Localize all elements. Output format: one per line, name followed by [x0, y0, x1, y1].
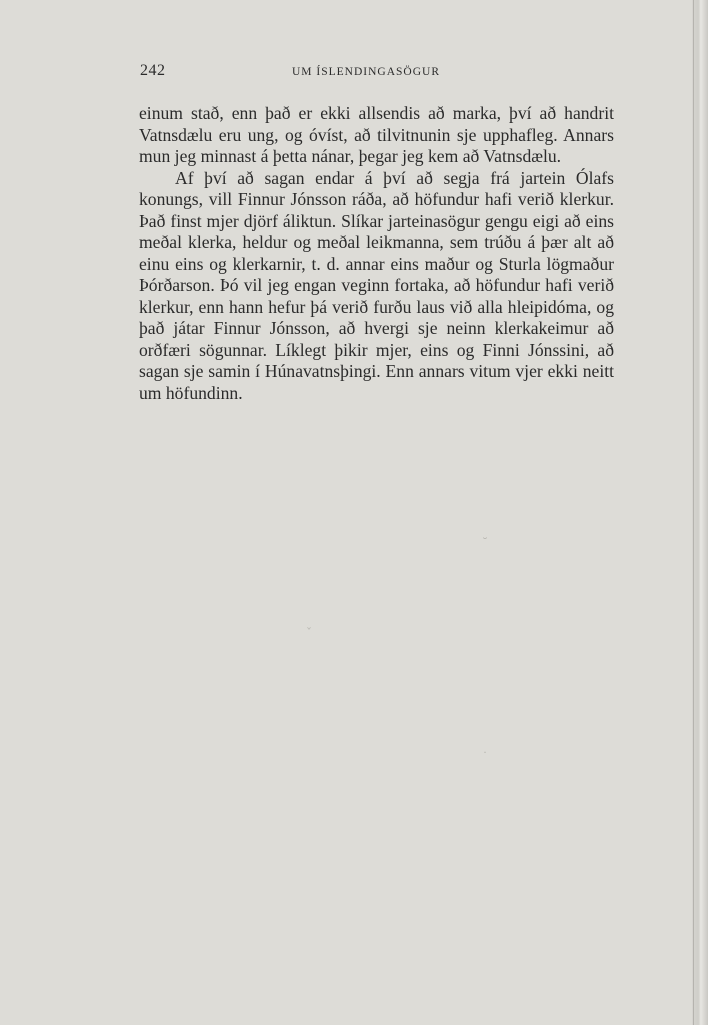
paper-speck: ˇ [306, 626, 312, 640]
paper-speck: ˘ [482, 536, 488, 550]
page-fold-line [693, 0, 694, 1025]
running-head: UM ÍSLENDINGASÖGUR [292, 66, 441, 78]
body-text [139, 103, 614, 404]
page-edge [692, 0, 708, 1025]
page-header [140, 62, 614, 86]
page-number: 242 [140, 62, 166, 79]
paragraph-continuation: einum stað, enn það er ekki allsendis að marka, því að handrit Vatnsdælu eru ung, og óvíst, að tilvitnunin sje upphafleg. Annars mun jeg minnast á þetta nánar, þegar jeg kem að Vatnsdælu. [139, 103, 614, 166]
paragraph: Af því að sagan endar á því að segja frá jartein Ólafs konungs, vill Finnur Jónsson ráða, að höfundur hafi verið klerkur. Það finst mjer djörf áliktun. Slíkar jarteinasögur gengu eigi að eins meðal klerka, heldur og meðal leikmanna, sem trúðu á þær alt að einu eins og klerkarnir, t. d. annar eins maður og Sturla lögmaður Þórðarson. Þó vil jeg engan veginn fortaka, að höfundur hafi verið klerkur, enn hann hefur þá verið furðu laus við alla hleipidóma, og það játar Finnur Jónsson, að hvergi sje neinn klerkakeimur að orðfæri sögunnar. Líklegt þikir mjer, eins og Finni Jónssini, að sagan sje samin í Húnavatnsþingi. Enn annars vitum vjer ekki neitt um höfundinn. [139, 167, 614, 403]
paper-speck: ˙ [482, 750, 488, 764]
